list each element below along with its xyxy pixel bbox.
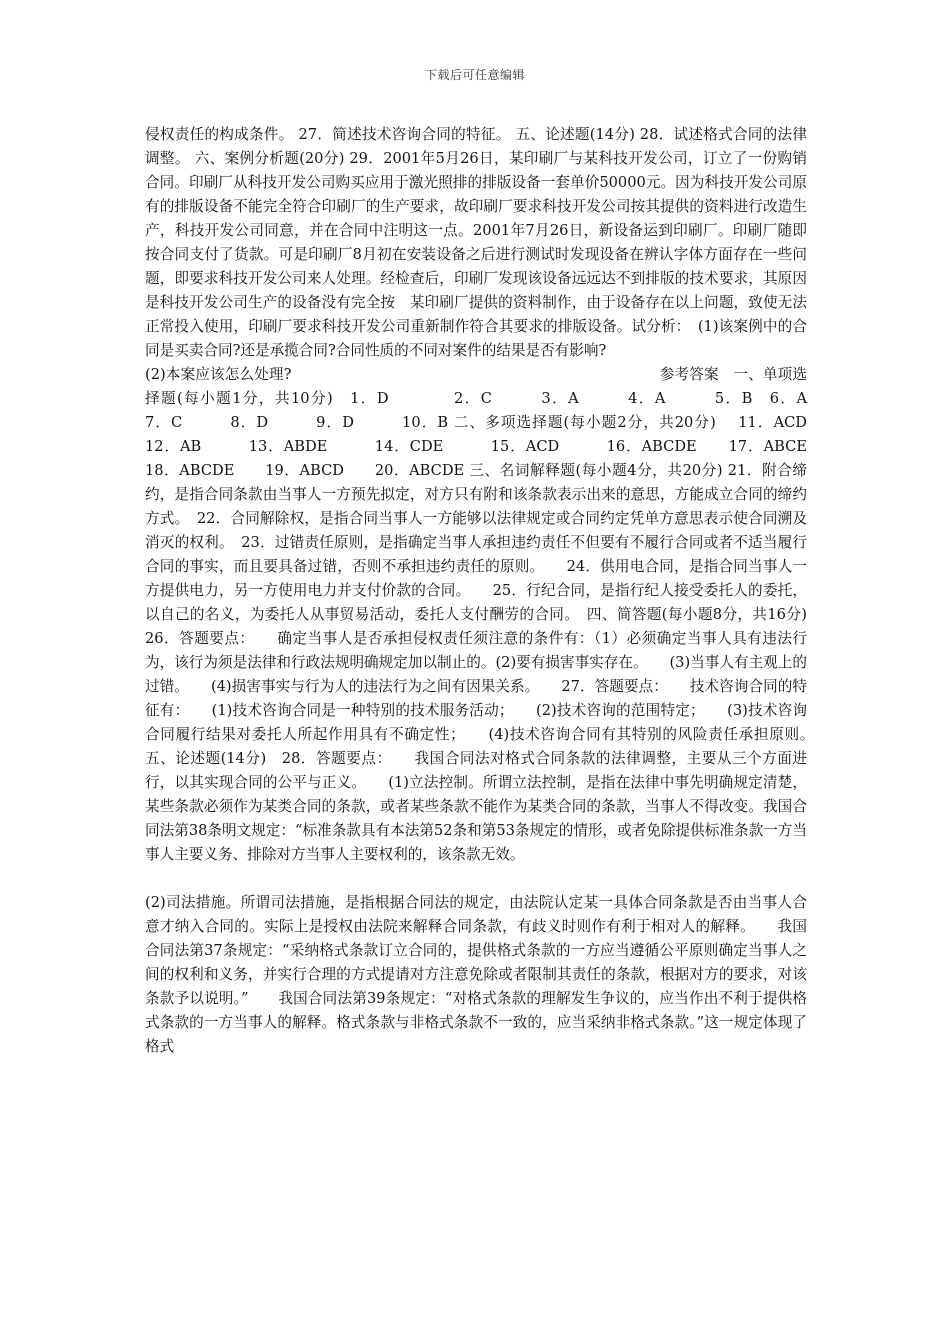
paragraph-case-questions: 侵权责任的构成条件。 27．简述技术咨询合同的特征。 五、论述题(14分) 28．试述格式合同的法律调整。 六、案例分析题(20分) 29．2001年5月26日，某印刷厂与某科技开发公司，订立了一份购销合同。印刷厂从科技开发公司购买应用于激光照排的排版设备一套单价50000元。因为科技开发公司原有的排版设备不能完全符合印刷厂的生产要求，故印刷厂要求科技开发公司按其提供的资料进行改造生产，科技开发公司同意，并在合同中注明这一点。2001年7月26日，新设备运到印刷厂。印刷厂随即按合同支付了货款。可是印刷厂8月初在安装设备之后进行测试时发现设备在辨认字体方面存在一些问题，即要求科技开发公司来人处理。经检查后，印刷厂发现该设备远远达不到排版的技术要求，其原因是科技开发公司生产的设备没有完全按 某印刷厂提供的资料制作，由于设备存在以上问题，致使无法正常投入使用，印刷厂要求科技开发公司重新制作符合其要求的排版设备。试分析： (1)该案例中的合同是买卖合同?还是承揽合同?合同性质的不同对案件的结果是否有影响?	[145, 126, 807, 359]
paragraph-judicial-measures: (2)司法措施。所谓司法措施，是指根据合同法的规定，由法院认定某一具体合同条款是否由当事人合意才纳入合同的。实际上是授权由法院来解释合同条款，有歧义时则作有利于相对人的解释。 我国合同法第37条规定：“采纳格式条款订立合同的，提供格式条款的一方应当遵循公平原则确定当事人之间的权利和义务，并实行合理的方式提请对方注意免除或者限制其责任的条款，根据对方的要求，对该条款予以说明。” 我国合同法第39条规定：“对格式条款的理解发生争议的，应当作出不利于提供格式条款的一方当事人的解释。格式条款与非格式条款不一致的，应当采纳非格式条款。”这一规定体现了格式	[145, 894, 807, 1055]
page-header: 下载后可任意编辑	[424, 68, 525, 82]
paragraph-reference-answers: (2)本案应该怎么处理? 参考答案 一、单项选择题(每小题1分，共10分) 1．D 2．C 3．A 4．A 5．B 6．A 7．C 8．D 9．D 10．B 二、多项选择题(每小题2分，共20分) 11．ACD 12．AB 13．ABDE 14．CDE 15．ACD 16．ABCDE 17．ABCE 18．ABCDE 19．ABCD 20．ABCDE 三、名词解释题(每小题4分，共20分) 21．附合缔约，是指合同条款由当事人一方预先拟定，对方只有附和该条款表示出来的意思，方能成立合同的缔约方式。 22．合同解除权，是指合同当事人一方能够以法律规定或合同约定凭单方意思表示使合同溯及消灭的权利。 23．过错责任原则，是指确定当事人承担违约责任不但要有不履行合同或者不适当履行合同的事实，而且要具备过错，否则不承担违约责任的原则。 24．供用电合同，是指合同当事人一方提供电力，另一方使用电力并支付价款的合同。 25．行纪合同，是指行纪人接受委托人的委托，以自己的名义，为委托人从事贸易活动，委托人支付酬劳的合同。 四、简答题(每小题8分，共16分) 26．答题要点： 确定当事人是否承担侵权责任须注意的条件有：（1）必须确定当事人具有违法行为，该行为须是法律和行政法规明确规定加以制止的。(2)要有损害事实存在。 (3)当事人有主观上的过错。 (4)损害事实与行为人的违法行为之间有因果关系。 27．答题要点： 技术咨询合同的特征有： (1)技术咨询合同是一种特别的技术服务活动； (2)技术咨询的范围特定； (3)技术咨询合同履行结果对委托人所起作用具有不确定性； (4)技术咨询合同有其特别的风险责任承担原则。 五、论述题(14分) 28．答题要点： 我国合同法对格式合同条款的法律调整，主要从三个方面进行，以其实现合同的公平与正义。 (1)立法控制。所谓立法控制，是指在法律中事先明确规定清楚，某些条款必须作为某类合同的条款，或者某些条款不能作为某类合同的条款，当事人不得改变。我国合同法第38条明文规定：“标准条款具有本法第52条和第53条规定的情形，或者免除提供标准条款一方当事人主要义务、排除对方当事人主要权利的，该条款无效。	[145, 366, 851, 863]
document-body	[145, 123, 851, 1059]
paragraph-gap	[145, 867, 807, 891]
